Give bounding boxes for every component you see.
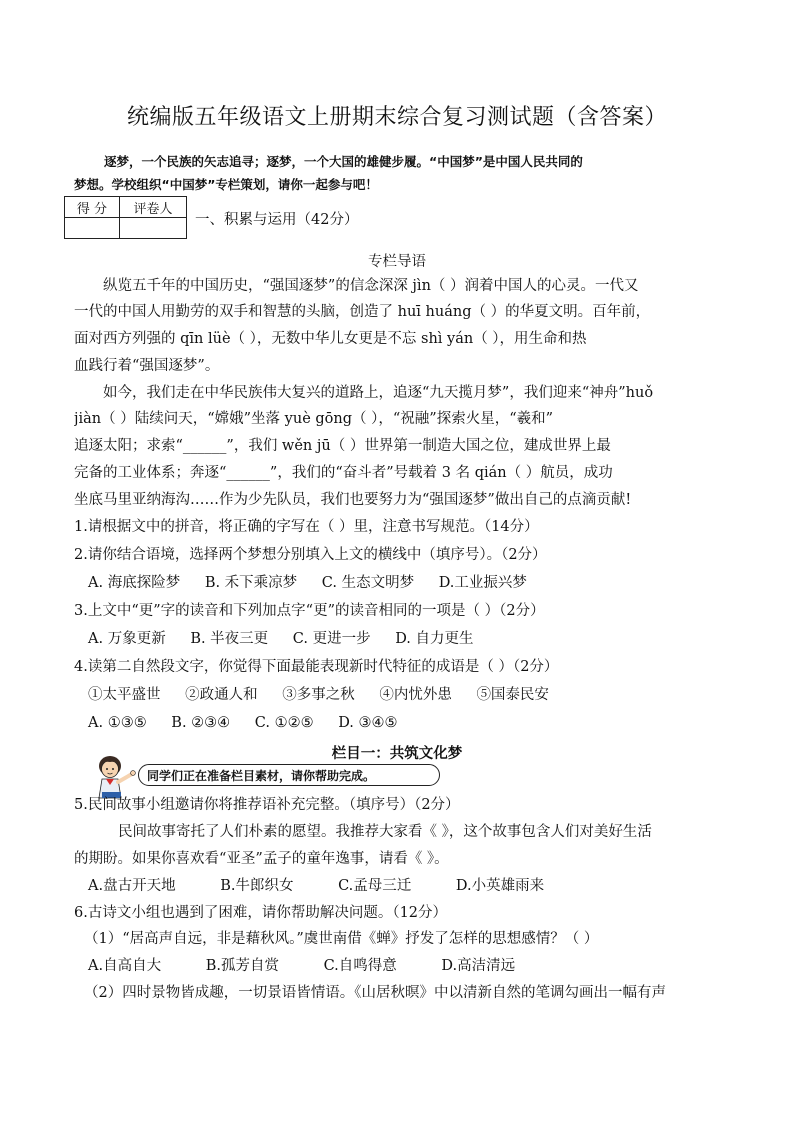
- score-table: [64, 196, 187, 239]
- q3-option-d: D. 自力更生: [395, 631, 474, 647]
- passage-line-8: 完备的工业体系；奔逐“______”，我们的“奋斗者”号载着 3 名 qián（ ）航员，成功: [74, 465, 613, 481]
- q4-option-d: D. ③④⑤: [338, 715, 398, 731]
- question-2-options: [88, 572, 547, 594]
- question-5-options: [88, 875, 564, 897]
- q3-option-c: C. 更进一步: [292, 631, 371, 647]
- question-6-part-1: （1）“居高声自远，非是藉秋风。”虞世南借《蝉》抒发了怎样的思想感情？（ ）: [84, 931, 599, 947]
- q6-1-option-b: B.孤芳自赏: [205, 958, 279, 974]
- grader-cell[interactable]: [120, 218, 187, 239]
- student-cartoon-icon: [88, 752, 138, 800]
- q3-option-b: B. 半夜三更: [190, 631, 269, 647]
- passage-line-2: 一代的中国人用勤劳的双手和智慧的头脑，创造了 huī huáng（ ）的华夏文明。百年前，: [74, 304, 651, 320]
- question-5-text-1: 民间故事寄托了人们朴素的愿望。我推荐大家看《 》，这个故事包含人们对美好生活: [118, 824, 652, 840]
- q4-idiom-1: ①太平盛世: [88, 687, 161, 703]
- question-6: 6.古诗文小组也遇到了困难，请你帮助解决问题。（12分）: [74, 905, 448, 921]
- passage-line-1: 纵览五千年的中国历史，“强国逐梦”的信念深深 jìn（ ）润着中国人的心灵。一代又: [103, 278, 639, 294]
- q4-idiom-4: ④内忧外患: [379, 687, 452, 703]
- q4-idiom-5: ⑤国泰民安: [476, 687, 549, 703]
- question-1: 1.请根据文中的拼音，将正确的字写在（ ）里，注意书写规范。（14分）: [74, 519, 539, 535]
- question-2: 2.请你结合语境，选择两个梦想分别填入上文的横线中（填序号）。（2分）: [74, 547, 547, 563]
- passage-line-3: 面对西方列强的 qīn lüè（ ），无数中华儿女更是不忘 shì yán（ ），用生命和热: [74, 331, 587, 347]
- question-6-part-1-options: [88, 955, 535, 977]
- question-6-part-2: （2）四时景物皆成趣，一切景语皆情语。《山居秋暝》中以清新自然的笔调勾画出一幅有声: [84, 985, 666, 1001]
- q2-option-c: C. 生态文明梦: [321, 575, 415, 591]
- question-3: 3.上文中“更”字的读音和下列加点字“更”的读音相同的一项是（ ）（2分）: [74, 603, 545, 619]
- q4-option-a: A. ①③⑤: [88, 715, 147, 731]
- q5-option-c: C.孟母三迁: [338, 878, 412, 894]
- q4-option-c: C. ①②⑤: [254, 715, 314, 731]
- page-title: 统编版五年级语文上册期末综合复习测试题（含答案）: [126, 105, 667, 130]
- question-5-text-2: 的期盼。如果你喜欢看“亚圣”孟子的童年逸事，请看《 》。: [74, 851, 449, 867]
- question-5: 5.民间故事小组邀请你将推荐语补充完整。（填序号）（2分）: [74, 797, 460, 813]
- passage-line-7: 追逐太阳；求索“______”，我们 wěn jū（ ）世界第一制造大国之位，建成世界上最: [74, 438, 611, 454]
- q6-1-option-a: A.自高自大: [88, 958, 162, 974]
- question-4-idioms: [88, 684, 569, 706]
- speech-bubble: 同学们正在准备栏目素材，请你帮助完成。: [138, 764, 440, 786]
- score-cell[interactable]: [65, 218, 120, 239]
- q5-option-b: B.牛郎织女: [220, 878, 294, 894]
- intro-line-2: 梦想。学校组织“中国梦”专栏策划，请你一起参与吧！: [74, 177, 378, 192]
- q2-option-a: A. 海底探险梦: [88, 575, 181, 591]
- guide-heading: 专栏导语: [368, 254, 426, 270]
- q2-option-d: D.工业振兴梦: [438, 575, 527, 591]
- passage-line-9: 坐底马里亚纳海沟……作为少先队员，我们也要努力为“强国逐梦”做出自己的点滴贡献!: [74, 492, 632, 508]
- q5-option-a: A.盘古开天地: [88, 878, 176, 894]
- question-3-options: [88, 628, 494, 650]
- column-1-heading: 栏目一：共筑文化梦: [331, 746, 463, 762]
- grader-header: 评卷人: [120, 197, 187, 218]
- intro-line-1: 逐梦，一个民族的矢志追寻；逐梦，一个大国的雄健步履。“中国梦”是中国人民共同的: [104, 154, 583, 169]
- q2-option-b: B. 禾下乘凉梦: [204, 575, 298, 591]
- q6-1-option-d: D.高洁清远: [441, 958, 516, 974]
- q4-idiom-2: ②政通人和: [185, 687, 258, 703]
- passage-line-6: jiàn（ ）陆续问天，“嫦娥”坐落 yuè gōng（ ），“祝融”探索火星，“羲和”: [74, 411, 554, 427]
- q4-idiom-3: ③多事之秋: [282, 687, 355, 703]
- score-header: 得 分: [65, 197, 120, 218]
- q6-1-option-c: C.自鸣得意: [323, 958, 397, 974]
- q4-option-b: B. ②③④: [171, 715, 231, 731]
- passage-line-4: 血践行着“强国逐梦”。: [74, 358, 220, 374]
- section-heading: 一、积累与运用（42分）: [195, 212, 359, 228]
- question-4-options: [88, 712, 418, 734]
- q5-option-d: D.小英雄雨来: [455, 878, 545, 894]
- question-4: 4.读第二自然段文字，你觉得下面最能表现新时代特征的成语是（ ）（2分）: [74, 659, 559, 675]
- q3-option-a: A. 万象更新: [88, 631, 166, 647]
- passage-line-5: 如今，我们走在中华民族伟大复兴的道路上，追逐“九天揽月梦”，我们迎来“神舟”huǒ: [103, 385, 654, 401]
